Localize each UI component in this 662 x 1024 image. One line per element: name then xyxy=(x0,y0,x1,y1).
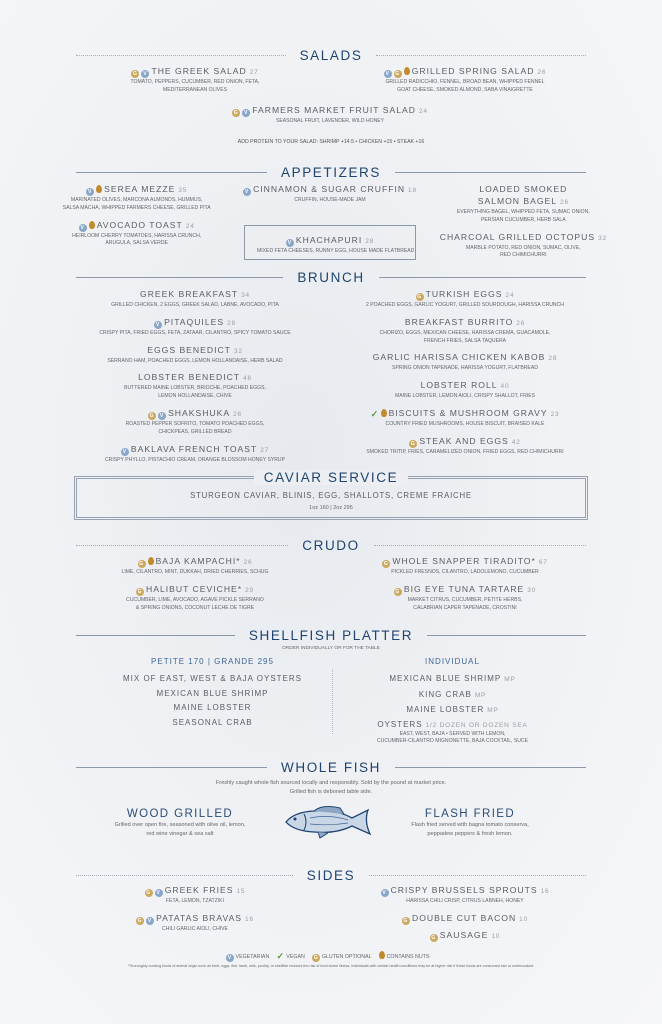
item-name-row xyxy=(145,884,246,898)
menu-column xyxy=(427,183,620,266)
legend-label: CONTAINS NUTS xyxy=(386,954,430,960)
item-description: CRUFFIN, HOUSE-MADE JAM xyxy=(294,197,366,203)
gluten-optional-icon: G xyxy=(139,561,144,567)
section-title: SALADS xyxy=(299,47,363,63)
caviar-service-box xyxy=(74,470,588,520)
whole-fish-title: WHOLE FISH xyxy=(281,759,382,775)
section-header-brunch xyxy=(0,269,662,285)
individual-heading: INDIVIDUAL xyxy=(425,657,480,666)
menu-item xyxy=(145,884,246,906)
item-price: 28 xyxy=(365,237,375,245)
item-price: 32 xyxy=(233,347,243,355)
gluten-optional-icon: G xyxy=(312,954,320,962)
vegan-icon: ✓ xyxy=(370,408,380,419)
item-description: RED CHIMICHURRI xyxy=(500,252,547,259)
item-name-row xyxy=(430,929,500,943)
item-name: AVOCADO TOAST xyxy=(96,219,183,230)
item-price: 26 xyxy=(516,319,526,327)
menu-item xyxy=(63,183,211,213)
contains-nuts-icon xyxy=(379,951,385,959)
section-columns xyxy=(60,65,600,101)
item-description: ROASTED PEPPER SOFRITO, TOMATO POACHED EGGS, xyxy=(125,420,265,427)
salad-protein-note: ADD PROTEIN TO YOUR SALAD: SHRIMP +14.5 • CHICKEN +15 • STEAK +16 xyxy=(237,139,425,145)
item-description: MAINE LOBSTER, LEMON AIOLI, CRISPY SHALLOT, FRIES xyxy=(394,393,536,400)
menu-item xyxy=(366,435,563,457)
section-columns xyxy=(60,884,600,946)
item-name-row xyxy=(380,316,551,330)
gluten-optional-icon: G xyxy=(410,440,416,447)
menu-item xyxy=(243,183,417,205)
platter-item: MIX OF EAST, WEST & BAJA OYSTERS xyxy=(123,674,302,683)
item-name-row xyxy=(394,583,536,597)
gluten-optional-icon: G xyxy=(383,561,389,567)
legend-label: GLUTEN OPTIONAL xyxy=(321,954,372,960)
item-description: CHILI GARLIC AIOLI, CHIVE xyxy=(162,925,228,932)
wood-grilled-title: WOOD GRILLED xyxy=(126,808,234,820)
gluten-optional-icon: G xyxy=(417,294,423,300)
center-items xyxy=(60,104,600,132)
vegetarian-icon: V xyxy=(382,890,387,896)
item-price: 46 xyxy=(243,375,252,383)
item-name-row xyxy=(232,104,428,118)
item-name: BAJA KAMPACHI* xyxy=(155,556,241,566)
flash-fried-desc: peppadew peppers & fresh lemon. xyxy=(427,830,513,837)
item-name: GARLIC HARISSA CHICKEN KABOB xyxy=(372,352,546,363)
column-divider xyxy=(332,669,333,734)
item-name: FARMERS MARKET FRUIT SALAD xyxy=(252,105,416,115)
section-columns xyxy=(60,555,600,618)
wood-grilled-desc: red wine vinegar & sea salt xyxy=(146,830,214,837)
header-rule xyxy=(379,277,586,278)
item-name-row xyxy=(126,407,265,421)
item-description: SPRING ONION TAPENADE, HARISSA YOGURT, FLATBREAD xyxy=(392,365,538,372)
item-price: 35 xyxy=(178,187,188,194)
item-description: EVERYTHING BAGEL, WHIPPED FETA, SUMAC ONION, xyxy=(456,209,590,215)
section-header-salads xyxy=(0,47,662,63)
menu-item xyxy=(382,555,547,577)
intro-line: Grilled fish is deboned table side. xyxy=(289,788,373,795)
item-price: 26 xyxy=(537,69,547,76)
item-price: 16 xyxy=(540,888,550,895)
item-description: & SPRING ONIONS, COCONUT LECHE DE TIGRE xyxy=(135,604,255,611)
item-name: HALIBUT CEVICHE* xyxy=(146,583,243,594)
item-name: LOBSTER BENEDICT xyxy=(138,372,241,383)
header-rule xyxy=(76,172,267,173)
contains-nuts-icon xyxy=(404,67,410,75)
header-rule xyxy=(374,545,586,546)
menu-column xyxy=(40,183,233,266)
individual-item: MEXICAN BLUE SHRIMP MP xyxy=(389,674,516,683)
item-name: CRISPY BRUSSELS SPROUTS xyxy=(390,885,538,895)
section-title: BRUNCH xyxy=(297,269,365,285)
item-price: 30 xyxy=(527,586,537,594)
header-rule xyxy=(76,545,288,546)
caviar-title: CAVIAR SERVICE xyxy=(254,470,408,485)
item-name: LOBSTER ROLL xyxy=(420,380,498,391)
section-header-appetizers xyxy=(0,164,662,180)
item-description: MARBLE POTATO, RED ONION, SUMAC, OLIVE, xyxy=(466,244,581,251)
menu-item xyxy=(371,407,560,429)
item-price: 10 xyxy=(491,932,501,940)
item-name: CHARCOAL GRILLED OCTOPUS xyxy=(439,231,596,242)
item-name-row xyxy=(366,288,564,302)
item-name-row xyxy=(463,183,583,209)
platter-item: MEXICAN BLUE SHRIMP xyxy=(156,688,269,698)
menu-column xyxy=(330,288,600,470)
item-description: LIME, CILANTRO, MINT, DUKKAH, DRIED CHERRIES, SCHUG xyxy=(121,569,269,575)
individual-item: MAINE LOBSTER MP xyxy=(406,705,499,714)
item-price: 27 xyxy=(260,446,270,454)
gluten-optional-icon: G xyxy=(233,110,239,116)
gluten-optional-icon: G xyxy=(403,917,409,924)
menu-item xyxy=(381,884,550,906)
gluten-optional-icon: G xyxy=(133,71,138,77)
item-name-row xyxy=(111,288,279,302)
menu-item xyxy=(366,288,564,310)
header-rule xyxy=(76,875,293,876)
wood-grilled-option xyxy=(80,807,280,838)
individual-column xyxy=(340,656,565,746)
item-description: COUNTRY FRIED MUSHROOMS, HOUSE BISCUIT, BRAISED KALE xyxy=(385,420,545,427)
item-name: BAKLAVA FRENCH TOAST xyxy=(130,443,258,454)
menu-column xyxy=(330,884,600,946)
wood-grilled-desc: Grilled over open fire, seasoned with olive oil, lemon, xyxy=(114,822,246,828)
caviar-description: STURGEON CAVIAR, BLINIS, EGG, SHALLOTS, CREME FRAICHE xyxy=(190,491,472,500)
dietary-legend xyxy=(0,951,662,962)
menu-item xyxy=(105,443,285,465)
flash-fried-option xyxy=(370,807,570,838)
item-price: 27 xyxy=(249,69,259,76)
oysters-description: EAST, WEST, BAJA • SERVED WITH LEMON, xyxy=(399,730,506,737)
flash-fried-desc: Flash fried served with bagna tomato conserva, xyxy=(411,822,529,828)
item-description: CRISPY PHYLLO, PISTACHIO CREAM, ORANGE BLOSSOM HONEY SYRUP xyxy=(104,456,286,463)
item-name-row xyxy=(366,435,563,449)
menu-item xyxy=(373,351,558,373)
item-description: CALABRIAN CAPER TAPENADE, CROSTINI xyxy=(413,604,517,611)
item-description: GRILLED RADICCHIO, FENNEL, BROAD BEAN, WHIPPED FENNEL xyxy=(385,79,545,85)
menu-item xyxy=(395,379,535,401)
section-header-sides xyxy=(0,867,662,883)
menu-item xyxy=(122,555,269,577)
item-name-row xyxy=(122,555,269,569)
menu-item xyxy=(394,583,536,613)
oysters-item: OYSTERS 1/2 DOZEN OR DOZEN SEA xyxy=(377,719,528,729)
item-name-row xyxy=(384,65,547,79)
item-name: LOADED SMOKED SALMON BAGEL xyxy=(477,184,568,206)
item-description: GOAT CHEESE, SMOKED ALMOND, SABA VINAIGRETTE xyxy=(397,86,533,93)
menu-column xyxy=(60,288,330,470)
item-name-row xyxy=(136,912,254,926)
item-description: BUTTERED MAINE LOBSTER, BRIOCHE, POACHED EGGS, xyxy=(124,385,266,392)
vegetarian-icon: V xyxy=(122,448,128,455)
menu-item xyxy=(126,583,264,613)
shellfish-title: SHELLFISH PLATTER xyxy=(248,627,414,643)
menu-item xyxy=(380,316,551,346)
item-price: 24 xyxy=(185,222,195,230)
header-rule xyxy=(395,172,586,173)
contains-nuts-icon xyxy=(148,557,154,565)
platter-heading: PETITE 170 | GRANDE 295 xyxy=(151,657,274,666)
item-name: KHACHAPURI xyxy=(295,234,363,245)
item-name-row xyxy=(382,555,547,569)
item-name-row xyxy=(243,183,417,197)
intro-line: Freshly caught whole fish sourced locally and responsibly. Sold by the pound at market price. xyxy=(215,780,447,786)
vegetarian-icon: V xyxy=(143,71,148,77)
item-price: 24 xyxy=(505,292,515,299)
item-name-row xyxy=(402,912,528,926)
item-description: SEASONAL FRUIT, LAVENDER, WILD HONEY xyxy=(275,118,385,124)
legend-label: VEGAN xyxy=(286,954,305,960)
menu-item xyxy=(384,65,547,95)
item-name-row xyxy=(280,234,380,248)
item-description: HEIRLOOM CHERRY TOMATOES, HARISSA CRUNCH, xyxy=(72,232,202,239)
header-rule xyxy=(76,55,286,56)
item-name: GREEK FRIES xyxy=(164,885,234,895)
menu-item xyxy=(111,288,279,310)
item-price: 42 xyxy=(511,438,521,446)
item-price: 28 xyxy=(227,319,236,327)
item-description: ARUGULA, SALSA VERDE xyxy=(105,240,168,247)
vegetarian-icon: V xyxy=(226,954,234,962)
item-name: SEREA MEZZE xyxy=(104,184,176,194)
vegetarian-icon: V xyxy=(155,321,161,328)
section-title: APPETIZERS xyxy=(280,164,382,180)
item-name-row xyxy=(373,351,558,365)
menu-item xyxy=(430,929,500,943)
menu-column xyxy=(330,555,600,618)
vegetarian-icon: V xyxy=(147,917,153,924)
item-name: SHAKSHUKA xyxy=(168,407,231,418)
item-price: 29 xyxy=(245,586,254,594)
platter-item: SEASONAL CRAB xyxy=(172,717,253,727)
item-price: 15 xyxy=(236,888,246,895)
menu-item xyxy=(402,912,528,926)
vegetarian-icon: V xyxy=(87,189,93,195)
vegetarian-icon: V xyxy=(287,239,293,246)
menu-item xyxy=(457,183,590,225)
menu-item xyxy=(136,912,254,934)
item-name: GRILLED SPRING SALAD xyxy=(411,66,535,76)
menu-item xyxy=(131,65,260,95)
menu-item xyxy=(126,407,265,437)
contains-nuts-icon xyxy=(381,409,387,417)
item-description: TOMATO, PEPPERS, CUCUMBER, RED ONION, FETA, xyxy=(130,79,260,85)
section-columns xyxy=(40,183,620,266)
platter-item: MAINE LOBSTER xyxy=(173,703,252,712)
item-name-row xyxy=(72,219,201,233)
item-name: CINNAMON & SUGAR CRUFFIN xyxy=(253,184,406,194)
platter-column xyxy=(90,656,335,730)
item-name: TURKISH EGGS xyxy=(425,289,503,299)
item-name-row xyxy=(440,231,607,245)
header-rule xyxy=(369,875,586,876)
item-name-row xyxy=(131,65,260,79)
vegetarian-icon: V xyxy=(156,890,161,896)
menu-item xyxy=(99,316,290,338)
item-price: 40 xyxy=(500,383,510,391)
gluten-optional-icon: G xyxy=(149,412,155,419)
item-name: GREEK BREAKFAST xyxy=(140,289,239,299)
item-name: DOUBLE CUT BACON xyxy=(411,912,517,923)
menu-item xyxy=(244,225,416,260)
gluten-optional-icon: G xyxy=(395,71,401,77)
item-price: 32 xyxy=(598,234,607,242)
item-price: 67 xyxy=(538,559,548,566)
item-description: 2 POACHED EGGS, GARLIC YOGURT, GRILLED SOURDOUGH, HARISSA CRUNCH xyxy=(366,302,564,308)
section-title: SIDES xyxy=(306,867,356,883)
item-name-row xyxy=(395,379,535,393)
item-description: MARKET CITRUS, CUCUMBER, PETITE HERBS, xyxy=(407,596,523,603)
caviar-prices: 1oz 160 | 2oz 295 xyxy=(309,505,353,511)
menu-column xyxy=(60,884,330,946)
menu-item xyxy=(72,219,201,249)
item-description: FETA, LEMON, TZATZIKI xyxy=(165,898,224,904)
menu-column xyxy=(233,183,426,266)
flash-fried-title: FLASH FRIED xyxy=(424,808,516,820)
item-description: HARISSA CHILI CRISP, CITRUS LABNEH, HONEY xyxy=(406,898,524,904)
item-name: BISCUITS & MUSHROOM GRAVY xyxy=(388,407,548,418)
shellfish-header xyxy=(0,627,662,643)
item-description: PERSIAN CUCUMBER, HERB SALA xyxy=(480,216,566,223)
legend-label: VEGETARIAN xyxy=(235,954,270,960)
item-price: 34 xyxy=(241,292,250,299)
item-price: 10 xyxy=(519,915,529,923)
contains-nuts-icon xyxy=(89,221,95,229)
menu-item xyxy=(107,344,282,366)
menu-item xyxy=(124,371,266,401)
item-price: 28 xyxy=(548,355,558,363)
item-description: CRISPY PITA, FRIED EGGS, FETA, ZATAAR, CILANTRO, SPICY TOMATO SAUCE xyxy=(99,329,291,336)
item-name: BIG EYE TUNA TARTARE xyxy=(403,583,525,594)
vegetarian-icon: V xyxy=(80,224,85,231)
item-description: LEMON HOLLANDAISE, CHIVE xyxy=(158,393,232,400)
item-description: CHORIZO, EGGS, MEXICAN CHEESE, HARISSA CREMA, GUACAMOLE, xyxy=(379,329,551,336)
gluten-optional-icon: G xyxy=(137,588,143,595)
item-price: 26 xyxy=(243,559,253,566)
fish-illustration-icon xyxy=(284,804,376,840)
menu-item xyxy=(440,231,607,261)
item-name-row xyxy=(126,583,264,597)
item-name-row xyxy=(105,443,285,457)
item-name: PATATAS BRAVAS xyxy=(156,912,243,923)
item-price: 18 xyxy=(408,187,417,194)
vegetarian-icon: V xyxy=(385,71,390,77)
section-columns xyxy=(60,288,600,470)
item-description: SERRANO HAM, POACHED EGGS, LEMON HOLLANDAISE, HERB SALAD xyxy=(107,357,283,364)
item-price: 26 xyxy=(233,410,242,418)
menu-column xyxy=(330,65,600,101)
item-name: WHOLE SNAPPER TIRADITO* xyxy=(392,556,536,566)
menu-item xyxy=(232,104,428,126)
item-description: SALSA MACHA, WHIPPED FARMERS CHEESE, GRILLED PITA xyxy=(62,204,211,211)
item-name-row xyxy=(371,407,560,421)
item-name-row xyxy=(381,884,550,898)
vegetarian-icon: V xyxy=(244,189,250,195)
gluten-optional-icon: G xyxy=(137,917,143,924)
individual-item: KING CRAB MP xyxy=(418,689,487,699)
item-name: EGGS BENEDICT xyxy=(147,344,231,355)
header-rule xyxy=(76,277,283,278)
vegetarian-icon: V xyxy=(244,110,249,116)
item-name: THE GREEK SALAD xyxy=(151,66,247,76)
item-description: FRENCH FRIES, SALSA TAQUERA xyxy=(423,337,507,344)
item-name: STEAK AND EGGS xyxy=(419,435,509,446)
item-name: PITAQUILES xyxy=(164,316,225,327)
gluten-optional-icon: G xyxy=(146,890,152,896)
item-price: 24 xyxy=(418,108,428,115)
item-name: SAUSAGE xyxy=(439,929,489,940)
item-description: CUCUMBER, LIME, AVOCADO, AGAVE PICKLE SERRANO xyxy=(126,596,264,603)
gluten-optional-icon: G xyxy=(431,934,437,941)
section-title: CRUDO xyxy=(302,537,360,553)
menu-column xyxy=(60,555,330,618)
item-price: 16 xyxy=(245,915,254,923)
item-name-row xyxy=(107,344,282,358)
item-name-row xyxy=(99,316,290,330)
item-name-row xyxy=(124,371,266,385)
oysters-description: CUCUMBER-CILANTRO MIGNONETTE, BAJA COCKTAIL, SUCE xyxy=(376,738,529,745)
menu-column xyxy=(60,104,600,132)
contains-nuts-icon xyxy=(96,185,102,193)
menu-column xyxy=(60,65,330,101)
vegetarian-icon: V xyxy=(159,412,165,419)
item-description: PICKLED FRESNOS, CILANTRO, LADOLEMONO, CUCUMBER xyxy=(391,569,539,575)
item-description: MIXED FETA CHEESES, RUNNY EGG, HOUSE MADE FLATBREAD xyxy=(256,247,415,254)
whole-fish-header xyxy=(0,759,662,775)
footnote: *Thoroughly cooking foods of animal origin such as beef, eggs, fish, lamb, milk, poultry, or shellfish reduces the risk of food borne illness. Individuals with certain health conditions may be at higher risk if these foods are consumed raw or undercooked. xyxy=(127,964,535,968)
item-description: MARINATED OLIVES, MARCONA ALMONDS, HUMMUS, xyxy=(70,197,203,203)
item-description: CHICKPEAS, GRILLED BREAD xyxy=(158,428,232,435)
item-name: BREAKFAST BURRITO xyxy=(404,316,514,327)
shellfish-subtitle: ORDER INDIVIDUALLY OR FOR THE TABLE xyxy=(282,646,380,651)
item-description: MEDITERRANEAN OLIVES xyxy=(163,86,227,93)
item-price: 26 xyxy=(560,199,569,206)
whole-fish-intro xyxy=(0,779,662,796)
gluten-optional-icon: G xyxy=(395,588,401,595)
item-price: 23 xyxy=(550,410,560,418)
section-header-crudo xyxy=(0,537,662,553)
item-name-row xyxy=(63,183,211,197)
item-description: GRILLED CHICKEN, 2 EGGS, GREEK SALAD, LABNE, AVOCADO, PITA xyxy=(111,302,279,308)
header-rule xyxy=(376,55,586,56)
item-description: SMOKED TRITIP, FRIES, CARAMELIZED ONION, FRIED EGGS, RED CHIMICHURRI xyxy=(366,448,564,455)
vegan-icon: ✓ xyxy=(276,951,285,961)
